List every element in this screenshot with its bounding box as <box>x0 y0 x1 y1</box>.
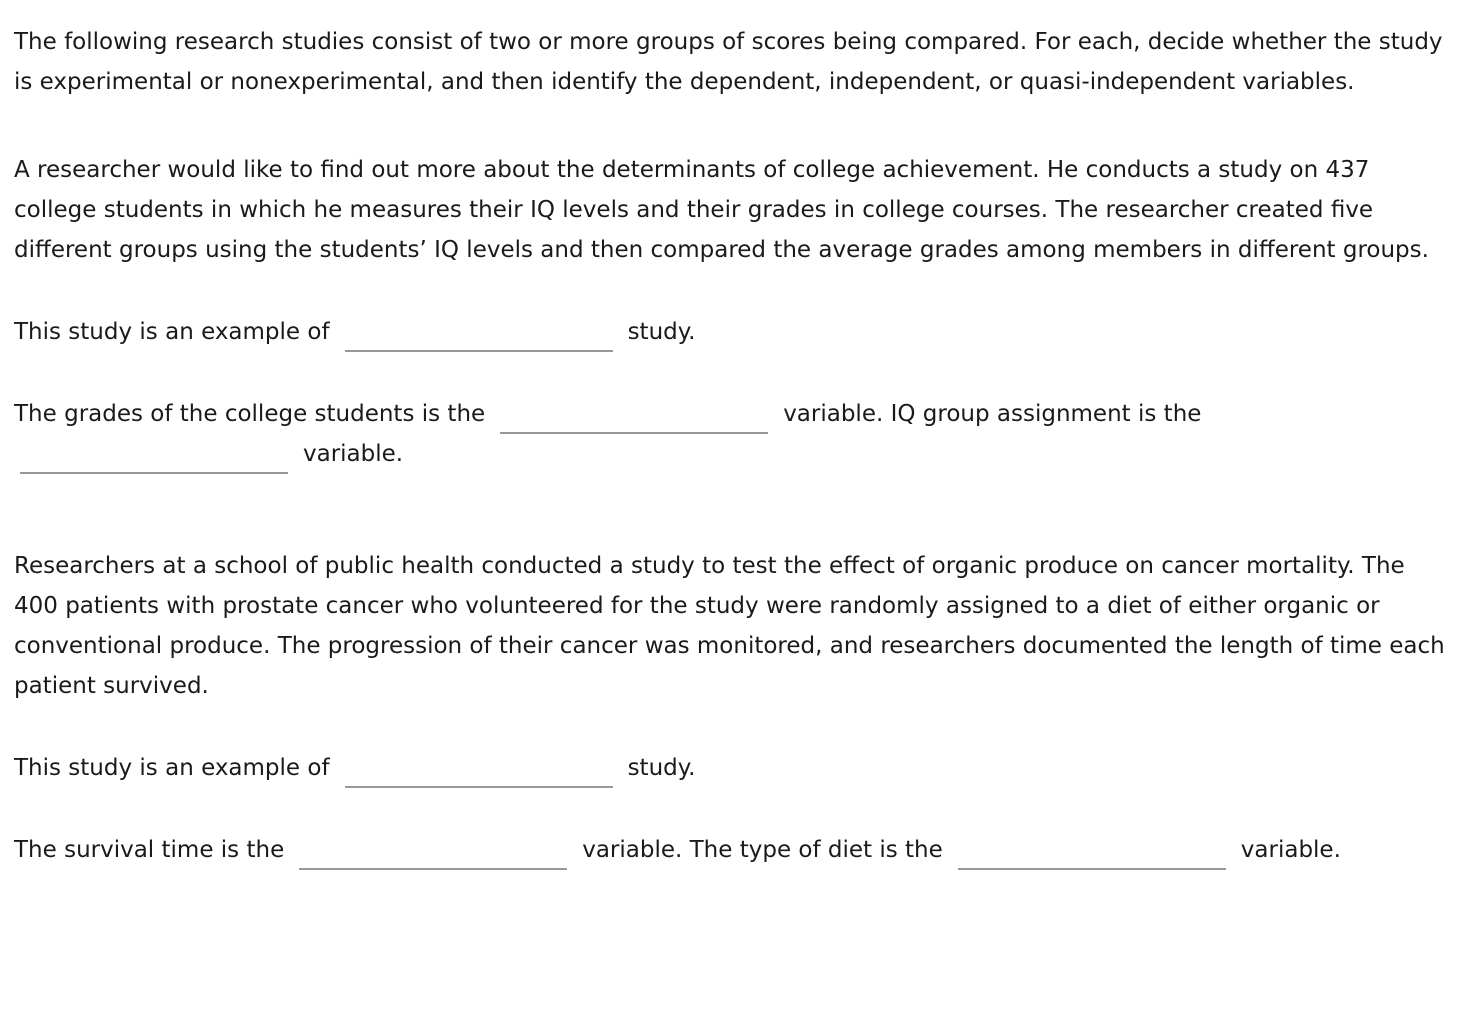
study-1-type-prefix: This study is an example of <box>14 319 330 345</box>
study-1-var-middle: variable. IQ group assignment is the <box>783 401 1202 427</box>
study-2-var-suffix: variable. <box>1240 837 1341 863</box>
study-2-type-prefix: This study is an example of <box>14 755 330 781</box>
study-2-type-suffix: study. <box>627 755 696 781</box>
study-1-type-suffix: study. <box>627 319 696 345</box>
study-2-type-blank[interactable] <box>345 748 613 788</box>
study-1-dependent-blank[interactable] <box>500 394 768 434</box>
study-1-independent-blank[interactable] <box>20 434 288 474</box>
study-2-variables-sentence <box>14 830 1454 870</box>
study-2-independent-blank[interactable] <box>958 830 1226 870</box>
question-page <box>14 22 1454 870</box>
instructions: The following research studies consist of two or more groups of scores being compared. For each, decide whether the study is experimental or nonexperimental, and then identify the dependent, independent, or quasi-independent variables. <box>14 29 1443 95</box>
study-2-var-middle: variable. The type of diet is the <box>582 837 943 863</box>
study-2-description: Researchers at a school of public health conducted a study to test the effect of organic produce on cancer mortality. The 400 patients with prostate cancer who volunteered for the study were randomly assigned to a diet of either organic or conventional produce. The progression of their cancer was monitored, and researchers documented the length of time each patient survived. <box>14 553 1445 699</box>
study-1-type-sentence <box>14 312 1454 352</box>
study-1-description: A researcher would like to find out more about the determinants of college achievement. He conducts a study on 437 college students in which he measures their IQ levels and their grades in college courses. The researcher created five different groups using the students’ IQ levels and then compared the average grades among members in different groups. <box>14 157 1429 263</box>
study-1-type-blank[interactable] <box>345 312 613 352</box>
study-2-var-prefix: The survival time is the <box>14 837 285 863</box>
study-2-dependent-blank[interactable] <box>299 830 567 870</box>
study-2-type-sentence <box>14 748 1454 788</box>
study-1-var-suffix: variable. <box>303 441 404 467</box>
study-1-variables-sentence <box>14 394 1454 474</box>
study-1-var-prefix: The grades of the college students is the <box>14 401 486 427</box>
